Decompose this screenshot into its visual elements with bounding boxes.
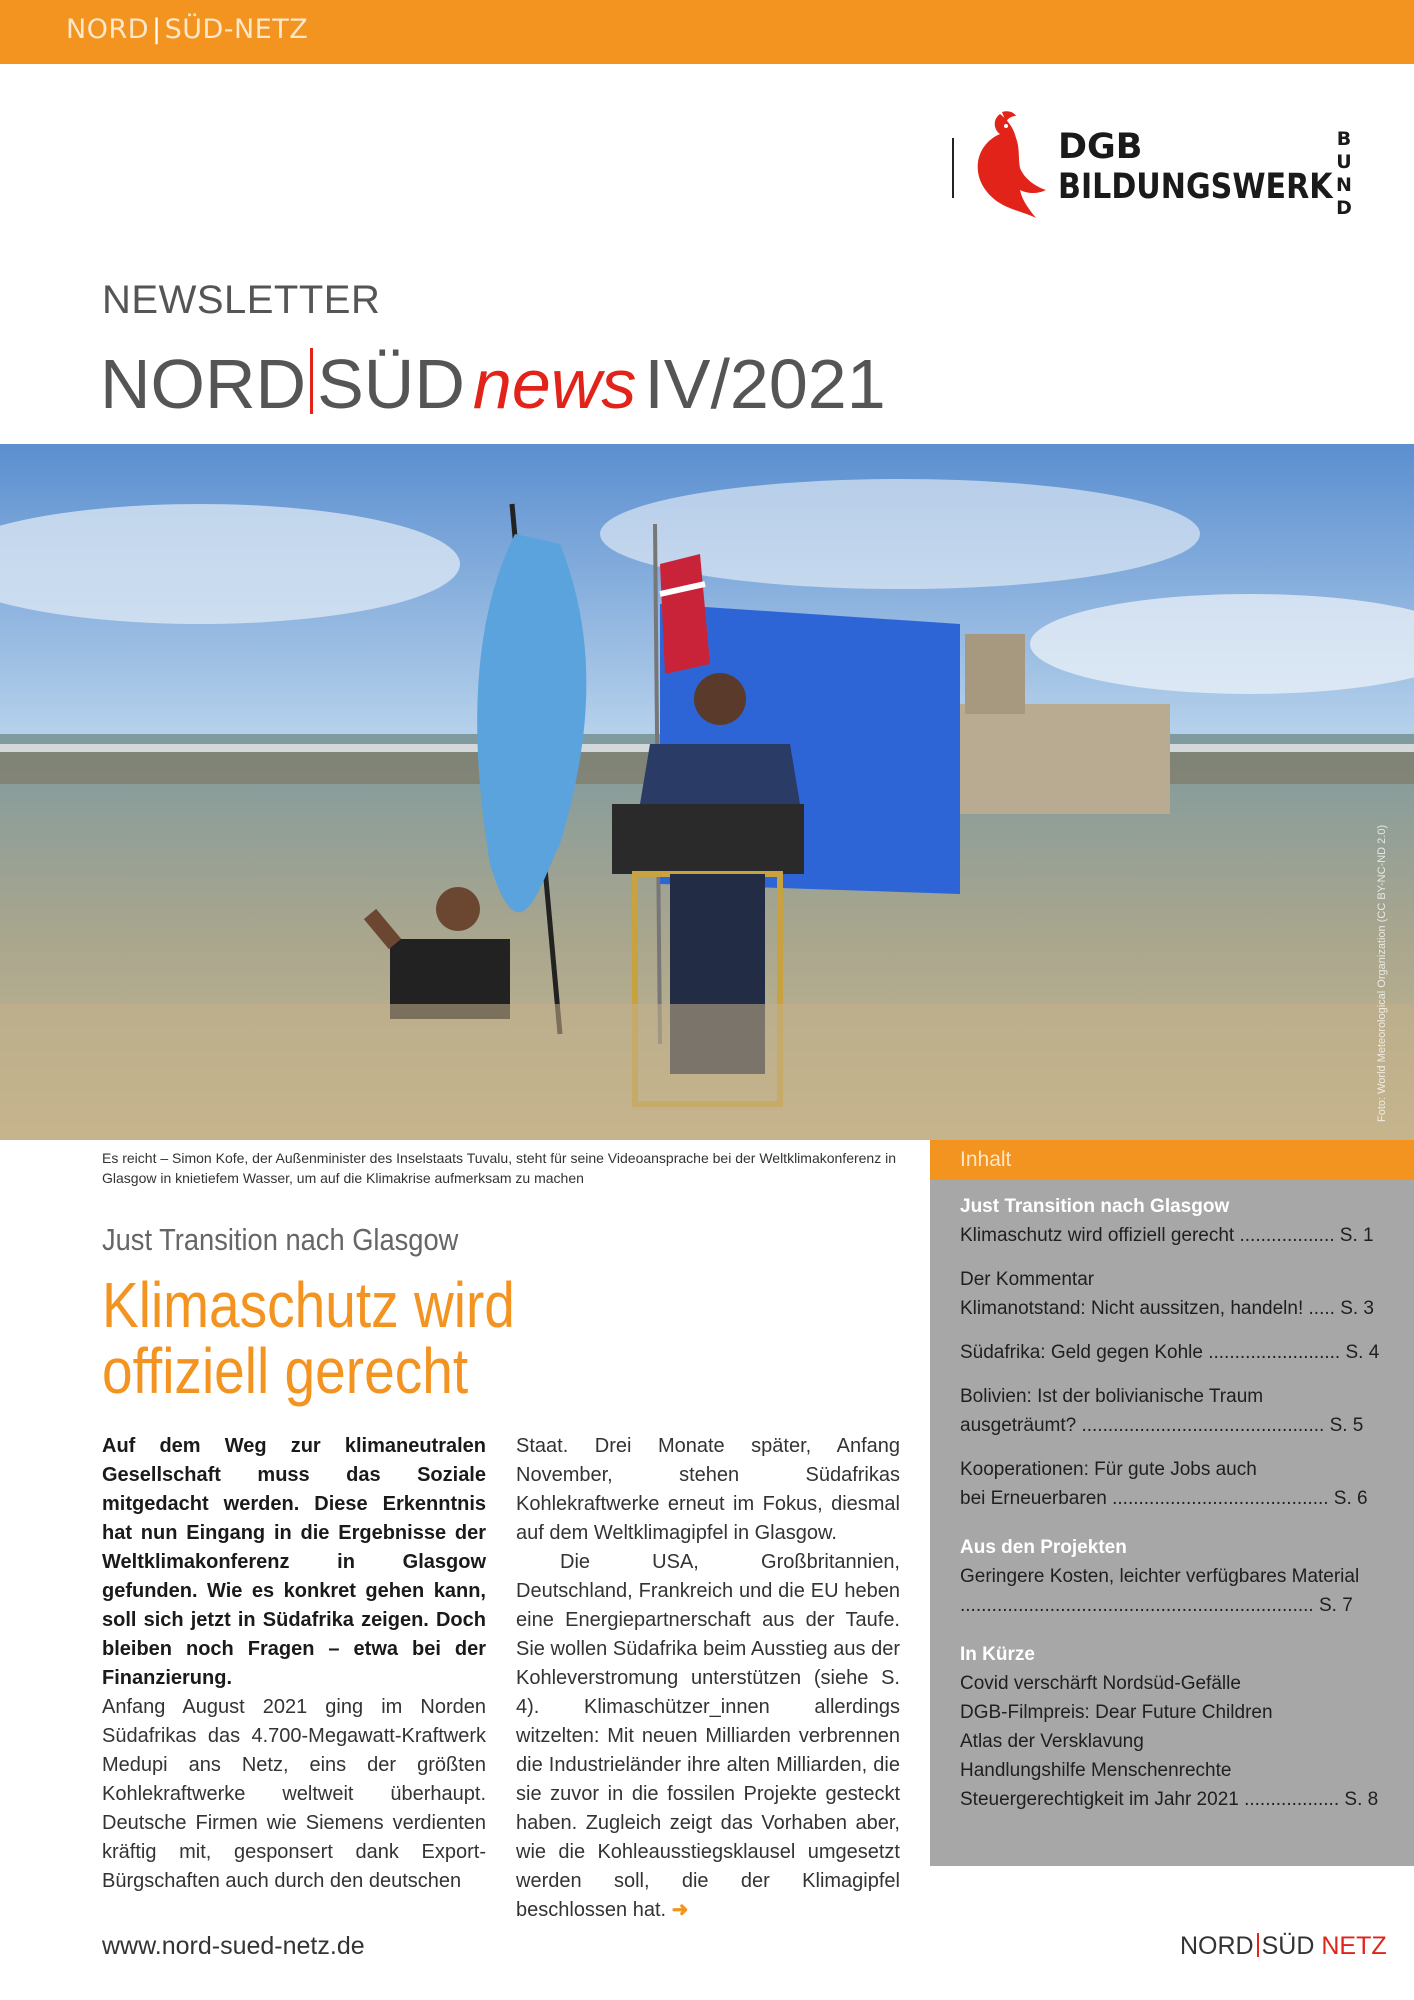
logo-vertical-letter: B (1336, 128, 1352, 150)
headline-line-1: Klimaschutz wird (102, 1269, 515, 1341)
table-of-contents (930, 1140, 1414, 1866)
toc-entry[interactable]: bei Erneuerbaren ......................................... S. 6 (960, 1488, 1368, 1509)
logo-line-dgb: DGB (1058, 127, 1143, 167)
toc-section-title: Aus den Projekten (960, 1537, 1127, 1558)
logo-divider (952, 138, 954, 198)
toc-entry[interactable]: Atlas der Versklavung (960, 1731, 1144, 1752)
toc-entry[interactable]: Steuergerechtigkeit im Jahr 2021 .................. S. 8 (960, 1789, 1379, 1810)
toc-section-title: In Kürze (960, 1644, 1035, 1665)
toc-entry[interactable]: Kooperationen: Für gute Jobs auch (960, 1459, 1257, 1480)
toc-header-label: Inhalt (960, 1148, 1012, 1171)
toc-entry[interactable]: Südafrika: Geld gegen Kohle ......................... S. 4 (960, 1342, 1380, 1363)
toc-entry[interactable]: ausgeträumt? .............................................. S. 5 (960, 1415, 1364, 1436)
logo-vertical-letter: U (1336, 151, 1352, 173)
toc-entry[interactable]: Handlungshilfe Menschenrechte (960, 1760, 1232, 1781)
article-paragraph-1: Anfang August 2021 ging im Norden Südafrikas das 4.700-Megawatt-Kraftwerk Medupi ans Netz, eins der größten Kohlekraftwerke weltweit überhaupt. Deutsche Firmen wie Siemens verdienten kräftig mit, gesponsert dank Export-Bürgschaften auch durch den deutschen (102, 1696, 486, 1892)
article-headline (102, 1269, 515, 1407)
footer-brand (1180, 1932, 1387, 1961)
title-sued: SÜD (317, 345, 465, 423)
title-news: news (472, 345, 637, 423)
newsletter-title (100, 345, 886, 423)
top-brand-nord: NORD (66, 14, 149, 45)
article-column-left (102, 1432, 486, 1896)
article-paragraph-2: Staat. Drei Monate später, Anfang November, stehen Südafrikas Kohlekraftwerke erneut im Fokus, diesmal auf dem Weltklimagipfel in Glasgow. (516, 1435, 900, 1544)
toc-entry[interactable]: Geringere Kosten, leichter verfügbares Material (960, 1566, 1360, 1587)
dgb-bird-icon (962, 108, 1050, 223)
toc-entry[interactable]: Der Kommentar (960, 1269, 1095, 1290)
toc-entry[interactable]: Bolivien: Ist der bolivianische Traum (960, 1386, 1264, 1407)
title-nord: NORD (100, 345, 307, 423)
toc-header (930, 1140, 1414, 1180)
cover-photo (0, 444, 1414, 1140)
toc-section-title: Just Transition nach Glasgow (960, 1196, 1230, 1217)
article-column-right (516, 1432, 900, 1925)
continue-arrow-icon[interactable]: ➜ (671, 1899, 689, 1921)
dgb-logo (950, 108, 1360, 223)
toc-entry[interactable]: ................................................................... S. 7 (960, 1595, 1353, 1616)
title-divider (310, 348, 313, 414)
photo-credit: Foto: World Meteorological Organization (CC BY-NC-ND 2.0) (1376, 824, 1388, 1122)
footer-brand-netz: NETZ (1321, 1932, 1387, 1960)
logo-vertical-letter: N (1336, 174, 1352, 196)
logo-vertical-letter: D (1336, 197, 1352, 219)
article-paragraph-3 (516, 1548, 900, 1925)
logo-line-bildungswerk: BILDUNGSWERK (1058, 167, 1333, 207)
top-brand-separator: | (152, 14, 162, 45)
footer-brand-nord: NORD (1180, 1932, 1254, 1960)
top-brand (66, 14, 308, 45)
footer-url-link[interactable]: www.nord-sued-netz.de (102, 1932, 365, 1960)
top-bar (0, 0, 1414, 64)
article-lead: Auf dem Weg zur klimaneutralen Gesellschaft muss das Soziale mitgedacht werden. Diese Erkenntnis hat nun Eingang in die Ergebnisse der Weltklimakonferenz in Glasgow gefunden. Wie es konkret gehen kann, soll sich jetzt in Südafrika zeigen. Doch bleiben noch Fragen – etwa bei der Finanzierung. (102, 1435, 486, 1689)
toc-list (960, 1192, 1392, 1814)
newsletter-label: NEWSLETTER (102, 278, 381, 322)
toc-entry[interactable]: Covid verschärft Nordsüd-Gefälle (960, 1673, 1241, 1694)
toc-entry[interactable]: Klimanotstand: Nicht aussitzen, handeln! ..... S. 3 (960, 1298, 1375, 1319)
footer-brand-divider (1257, 1933, 1259, 1957)
title-issue: IV/2021 (644, 345, 886, 423)
headline-line-2: offiziell gerecht (102, 1335, 469, 1407)
top-brand-sued-netz: SÜD-NETZ (164, 14, 309, 45)
article-kicker: Just Transition nach Glasgow (102, 1222, 459, 1257)
toc-entry[interactable]: DGB-Filmpreis: Dear Future Children (960, 1702, 1273, 1723)
footer-brand-sued: SÜD (1261, 1932, 1315, 1960)
toc-entry[interactable]: Klimaschutz wird offiziell gerecht .................. S. 1 (960, 1225, 1374, 1246)
logo-vertical-bund (1332, 128, 1356, 220)
photo-caption: Es reicht – Simon Kofe, der Außenminister des Inselstaats Tuvalu, steht für seine Videoansprache bei der Weltklimakonferenz in Glasgow in knietiefem Wasser, um auf die Klimakrise aufmerksam zu machen (102, 1150, 897, 1186)
article-paragraph-3-text: Die USA, Großbritannien, Deutschland, Frankreich und die EU heben eine Energiepartnerschaft aus der Taufe. Sie wollen Südafrika beim Ausstieg aus der Kohleverstromung unterstützen (siehe S. 4). Klimaschützer_innen allerdings witzelten: Mit neuen Milliarden verbrennen die Industrieländer ihre alten Milliarden, die sie zuvor in die fossilen Projekte gesteckt haben. Zugleich zeigt das Vorhaben aber, wie die Kohleausstiegsklausel umgesetzt werden soll, die der Klimagipfel beschlossen hat. (516, 1551, 900, 1921)
